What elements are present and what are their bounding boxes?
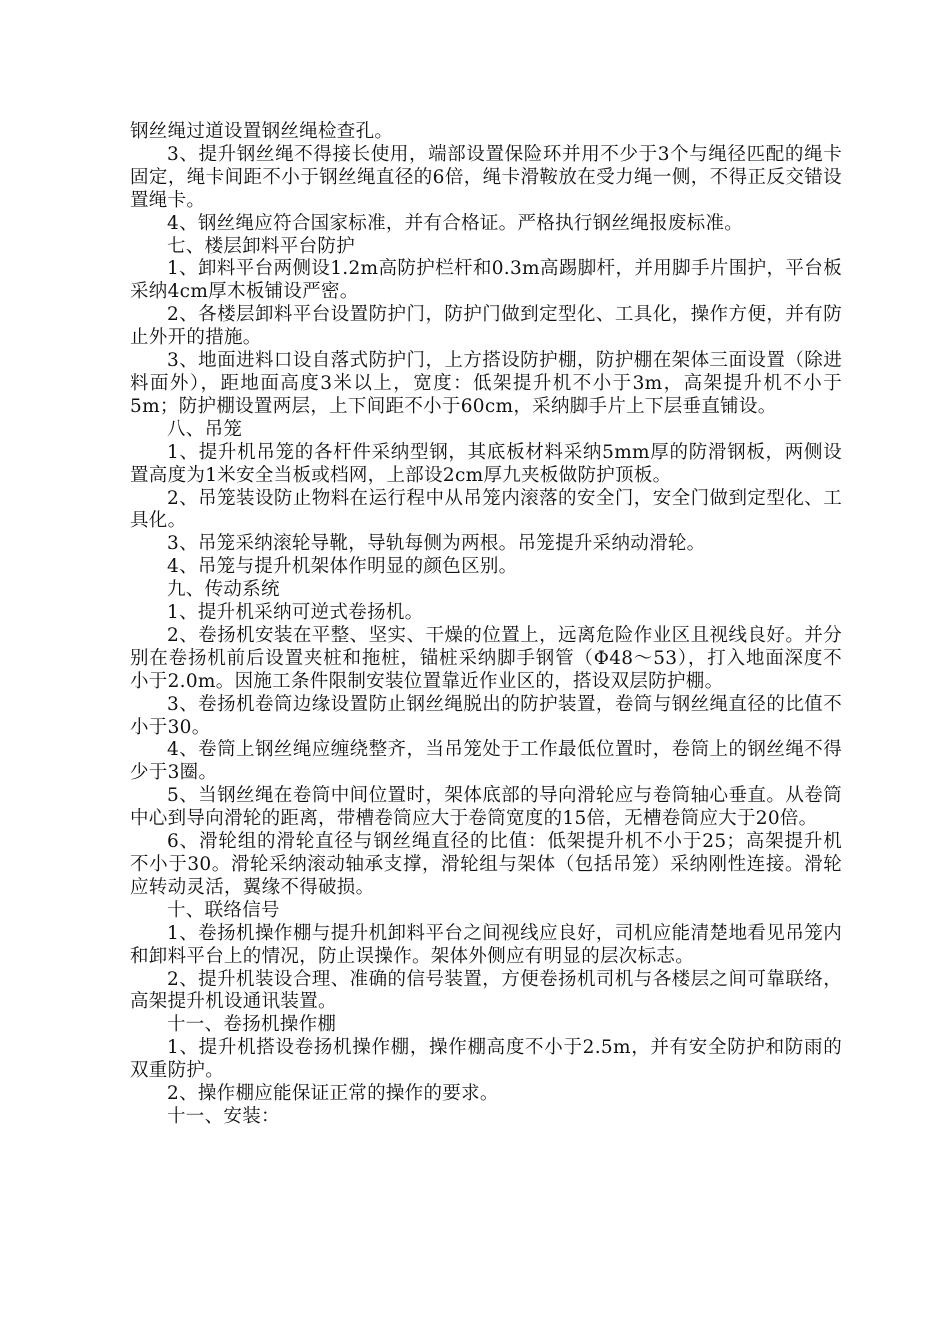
paragraph-cage-steel: 1、提升机吊笼的各杆件采纳型钢，其底板材料采纳5mm厚的防滑钢板，两侧设置高度为1米安全当板或档网，上部设2cm厚九夹板做防护顶板。 bbox=[130, 441, 842, 486]
paragraph-cage-color: 4、吊笼与提升机架体作明显的颜色区别。 bbox=[167, 556, 518, 578]
paragraph-pulley-ratio: 6、滑轮组的滑轮直径与钢丝绳直径的比值：低架提升机不小于25；高架提升机不小于30。滑轮采纳滚动轴承支撑，滑轮组与架体（包括吊笼）采纳刚性连接。滑轮应转动灵活，翼缘不得破损。 bbox=[130, 831, 842, 898]
paragraph-ground-entrance-shed: 3、地面进料口设自落式防护门，上方搭设防护棚，防护棚在架体三面设置（除进料面外），距地面高度3米以上，宽度：低架提升机不小于3m，高架提升机不小于5m；防护棚设置两层，上下间距不小于60cm，采纳脚手片上下层垂直铺设。 bbox=[130, 350, 842, 417]
paragraph-platform-door: 2、各楼层卸料平台设置防护门，防护门做到定型化、工具化，操作方便，并有防止外开的措施。 bbox=[130, 304, 842, 349]
paragraph-shed-requirement: 2、操作棚应能保证正常的操作的要求。 bbox=[167, 1083, 499, 1105]
paragraph-drum-winding: 4、卷筒上钢丝绳应缠绕整齐，当吊笼处于工作最低位置时，卷筒上的钢丝绳不得少于3圈。 bbox=[130, 739, 842, 784]
paragraph-wire-rope-standard: 4、钢丝绳应符合国家标准，并有合格证。严格执行钢丝绳报废标准。 bbox=[167, 212, 744, 234]
section-heading-signals: 十、联络信号 bbox=[167, 899, 280, 921]
section-heading-unloading-platform: 七、楼层卸料平台防护 bbox=[167, 235, 356, 257]
paragraph-guide-pulley: 5、当钢丝绳在卷筒中间位置时，架体底部的导向滑轮应与卷筒轴心垂直。从卷筒中心到导向滑轮的距离，带槽卷筒应大于卷筒宽度的15倍，无槽卷筒应大于20倍。 bbox=[130, 785, 842, 830]
paragraph-signal-device: 2、提升机装设合理、准确的信号装置，方便卷扬机司机与各楼层之间可靠联络，高架提升机设通讯装置。 bbox=[130, 968, 842, 1013]
paragraph-platform-railing: 1、卸料平台两侧设1.2m高防护栏杆和0.3m高踢脚杆，并用脚手片围护，平台板采纳4cm厚木板铺设严密。 bbox=[130, 258, 842, 303]
paragraph-drum-edge-guard: 3、卷扬机卷筒边缘设置防止钢丝绳脱出的防护装置，卷筒与钢丝绳直径的比值不小于30。 bbox=[130, 693, 842, 738]
section-heading-drive-system: 九、传动系统 bbox=[167, 579, 280, 601]
paragraph-winch-installation: 2、卷扬机安装在平整、坚实、干燥的位置上，远离危险作业区且视线良好。并分别在卷扬机前后设置夹桩和拖桩，锚桩采纳脚手钢管（Φ48～53），打入地面深度不小于2.0m。因施工条件限制安装位置靠近作业区的，搭设双层防护棚。 bbox=[130, 624, 842, 692]
section-heading-cage: 八、吊笼 bbox=[167, 418, 243, 440]
paragraph-wire-inspection-hole: 钢丝绳过道设置钢丝绳检查孔。 bbox=[130, 121, 394, 142]
paragraph-cage-safety-door: 2、吊笼装设防止物料在运行程中从吊笼内滚落的安全门，安全门做到定型化、工具化。 bbox=[130, 487, 842, 532]
document-body bbox=[130, 121, 842, 1129]
paragraph-cage-roller-guides: 3、吊笼采纳滚轮导靴，导轨每侧为两根。吊笼提升采纳动滑轮。 bbox=[167, 533, 706, 555]
section-heading-winch-shed: 十一、卷扬机操作棚 bbox=[167, 1014, 337, 1036]
section-heading-installation: 十一、安装： bbox=[167, 1105, 280, 1127]
paragraph-operator-visibility: 1、卷扬机操作棚与提升机卸料平台之间视线应良好，司机应能清楚地看见吊笼内和卸料平台上的情况，防止误操作。架体外侧应有明显的层次标志。 bbox=[130, 922, 842, 967]
paragraph-wire-rope-clamps: 3、提升钢丝绳不得接长使用，端部设置保险环并用不少于3个与绳径匹配的绳卡固定，绳卡间距不小于钢丝绳直径的6倍，绳卡滑鞍放在受力绳一侧，不得正反交错设置绳卡。 bbox=[130, 143, 842, 211]
paragraph-reversible-winch: 1、提升机采纳可逆式卷扬机。 bbox=[167, 602, 424, 624]
paragraph-shed-height: 1、提升机搭设卷扬机操作棚，操作棚高度不小于2.5m，并有安全防护和防雨的双重防护。 bbox=[130, 1037, 842, 1082]
